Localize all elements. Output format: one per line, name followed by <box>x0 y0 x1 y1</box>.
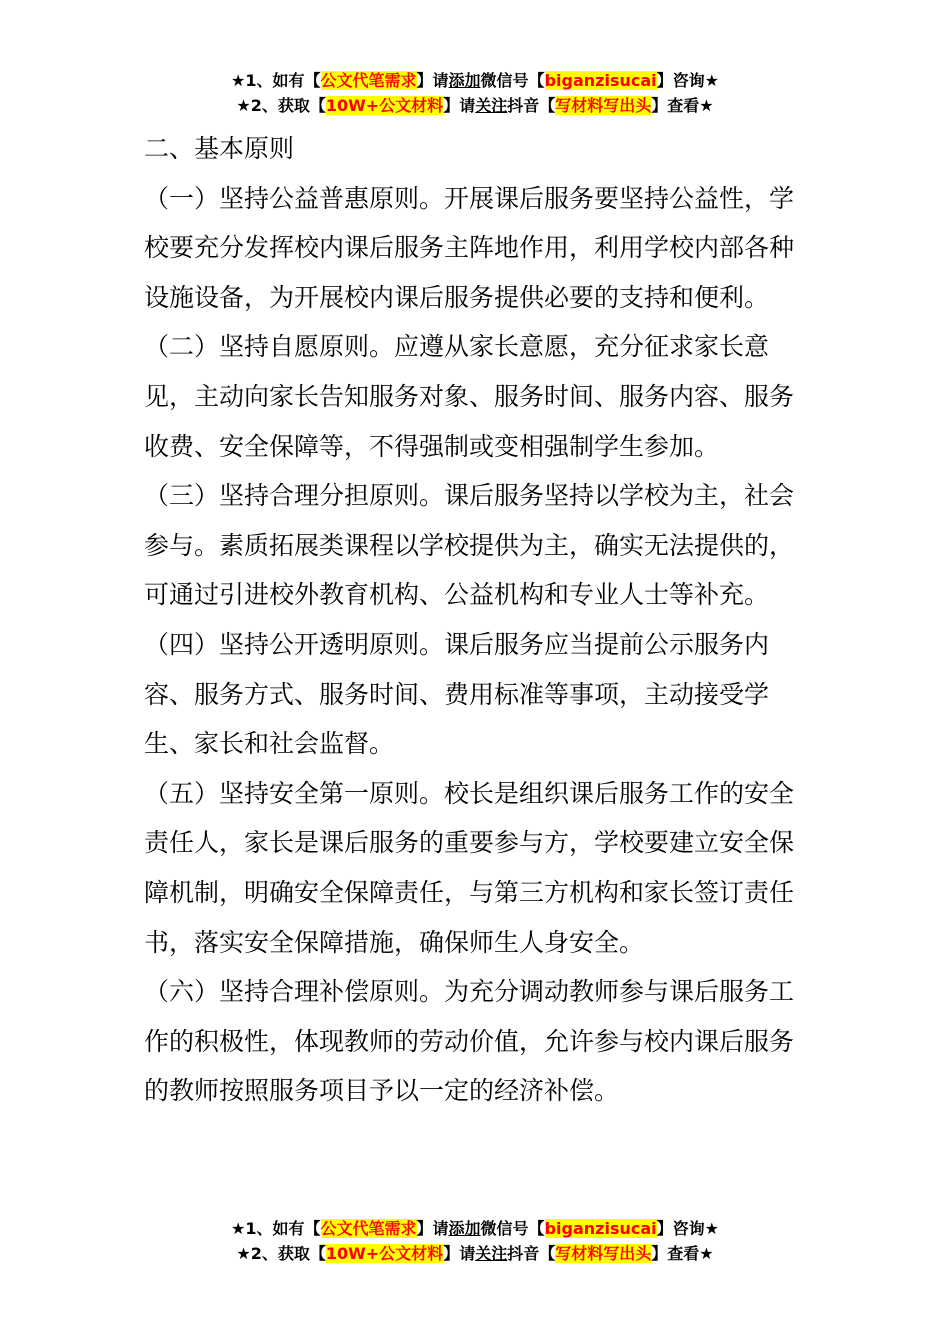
promo-text: 】查看★ <box>651 96 714 115</box>
promo-line-2 <box>0 93 950 118</box>
promo-line-1 <box>0 1216 950 1241</box>
paragraph-6: （六）坚持合理补偿原则。为充分调动教师参与课后服务工作的积极性，体现教师的劳动价值，允许参与校内课后服务的教师按照服务项目予以一定的经济补偿。 <box>144 977 795 1106</box>
promo-text: 】请 <box>443 1244 476 1263</box>
document-body <box>144 124 814 1116</box>
promo-banner-top <box>0 68 950 118</box>
promo-text: ★2、获取【 <box>236 1244 326 1263</box>
paragraph-3: （三）坚持合理分担原则。课后服务坚持以学校为主，社会参与。素质拓展类课程以学校提供为主，确实无法提供的，可通过引进校外教育机构、公益机构和专业人士等补充。 <box>144 481 795 610</box>
promo-highlight: 公文代笔需求 <box>320 71 417 90</box>
promo-highlight: 10W+公文材料 <box>325 96 444 115</box>
promo-underlined: 添加 <box>448 1219 481 1238</box>
promo-text: 抖音【 <box>507 96 556 115</box>
paragraph-4: （四）坚持公开透明原则。课后服务应当提前公示服务内容、服务方式、服务时间、费用标准等事项，主动接受学生、家长和社会监督。 <box>144 629 770 759</box>
promo-text: 】请 <box>443 96 476 115</box>
promo-text: ★1、如有【 <box>231 1219 321 1238</box>
promo-text: 抖音【 <box>507 1244 556 1263</box>
promo-highlight: 10W+公文材料 <box>325 1244 444 1263</box>
promo-text: 】请 <box>416 1219 449 1238</box>
promo-highlight-douyin: 写材料写出头 <box>555 1244 652 1263</box>
promo-text: 微信号【 <box>480 71 545 90</box>
promo-line-1 <box>0 68 950 93</box>
promo-text: 】请 <box>416 71 449 90</box>
promo-text: 】咨询★ <box>656 1219 719 1238</box>
promo-text: 微信号【 <box>480 1219 545 1238</box>
promo-underlined: 添加 <box>448 71 481 90</box>
promo-banner-bottom <box>0 1216 950 1266</box>
promo-text: 】查看★ <box>651 1244 714 1263</box>
promo-text: ★1、如有【 <box>231 71 321 90</box>
paragraph-1: （一）坚持公益普惠原则。开展课后服务要坚持公益性，学校要充分发挥校内课后服务主阵地作用，利用学校内部各种设施设备，为开展校内课后服务提供必要的支持和便利。 <box>144 183 795 312</box>
promo-underlined: 关注 <box>475 1244 508 1263</box>
promo-text: ★2、获取【 <box>236 96 326 115</box>
promo-highlight: 公文代笔需求 <box>320 1219 417 1238</box>
paragraph-2: （二）坚持自愿原则。应遵从家长意愿，充分征求家长意见，主动向家长告知服务对象、服务时间、服务内容、服务收费、安全保障等，不得强制或变相强制学生参加。 <box>144 332 795 461</box>
section-heading: 二、基本原则 <box>144 134 295 163</box>
promo-highlight-wechat: biganzisucai <box>544 1219 657 1238</box>
promo-highlight-wechat: biganzisucai <box>544 71 657 90</box>
promo-line-2 <box>0 1241 950 1266</box>
promo-underlined: 关注 <box>475 96 508 115</box>
promo-text: 】咨询★ <box>656 71 719 90</box>
paragraph-5: （五）坚持安全第一原则。校长是组织课后服务工作的安全责任人，家长是课后服务的重要参与方，学校要建立安全保障机制，明确安全保障责任，与第三方机构和家长签订责任书，落实安全保障措施，确保师生人身安全。 <box>144 778 795 957</box>
promo-highlight-douyin: 写材料写出头 <box>555 96 652 115</box>
